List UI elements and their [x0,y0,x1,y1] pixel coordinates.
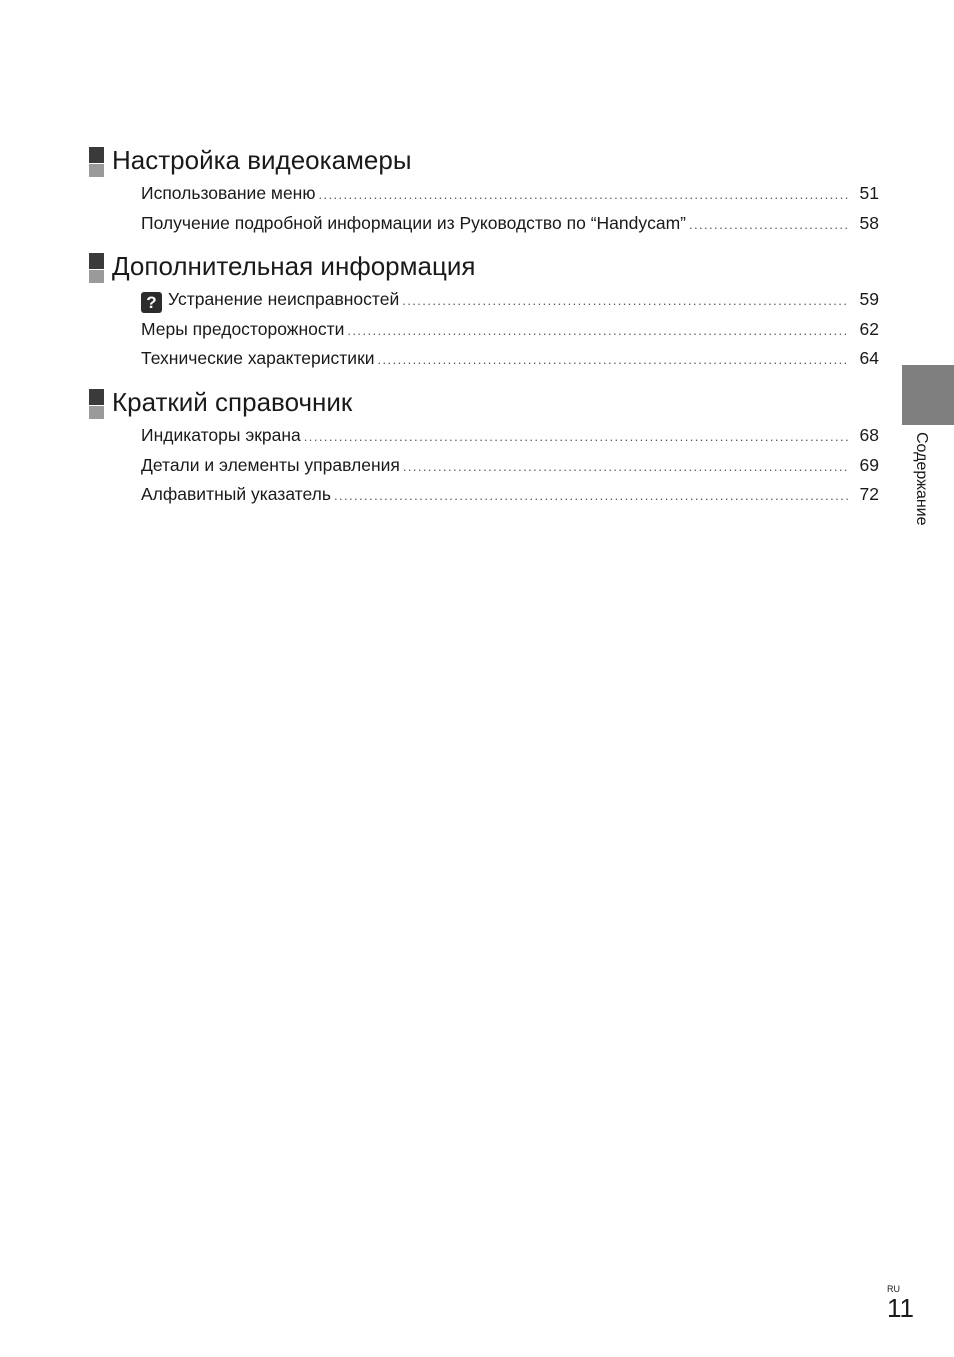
toc-entry[interactable] [141,209,879,239]
side-tab-marker [902,365,954,425]
toc-entry[interactable] [141,421,879,451]
toc-entry-page: 72 [859,484,879,504]
toc-entry-page: 58 [859,212,879,233]
dot-leader [402,286,849,316]
toc-entry[interactable] [141,285,879,315]
toc-entry-page: 51 [859,183,879,203]
toc-entry-label [141,285,399,315]
toc-entry-label: Алфавитный указатель [141,484,331,504]
toc-entries [89,179,879,238]
section-heading [89,252,879,284]
toc-entry-page: 64 [859,348,879,368]
toc-entry-label: Детали и элементы управления [141,454,400,475]
section-title: Дополнительная информация [112,251,476,281]
dot-leader [689,210,849,240]
dot-leader [403,452,849,482]
toc-entry[interactable] [141,315,879,345]
toc-entry-page: 59 [859,289,879,309]
toc-entry[interactable] [141,451,879,481]
page-footer [887,1284,914,1321]
section-marker-icon [89,253,104,283]
toc-entry[interactable] [141,480,879,510]
toc-entry-label: Меры предосторожности [141,318,345,339]
page-number: 11 [887,1293,914,1323]
help-question-icon: ? [141,292,162,313]
toc-entry-label: Получение подробной информации из Руководство по “Handycam” [141,212,686,233]
toc-entry-label: Использование меню [141,183,316,203]
dot-leader [318,180,849,210]
toc-entries [89,421,879,510]
toc-entry-page: 69 [859,454,879,475]
toc-section-camera-setup [89,146,879,238]
section-marker-icon [89,389,104,419]
section-heading [89,388,879,420]
toc-entry-label: Индикаторы экрана [141,425,301,445]
dot-leader [378,345,849,375]
dot-leader [304,422,849,452]
section-title: Настройка видеокамеры [112,145,412,175]
toc-entries [89,285,879,374]
toc-entry-text: Устранение неисправностей [168,289,400,309]
side-tab-label: Содержание [913,432,930,526]
toc-section-additional-info [89,252,879,374]
toc-section-quick-reference [89,388,879,510]
section-marker-icon [89,147,104,177]
language-code: RU [887,1284,900,1294]
toc-entry-page: 68 [859,425,879,445]
toc-entry[interactable] [141,179,879,209]
section-title: Краткий справочник [112,387,353,417]
section-heading [89,146,879,178]
dot-leader [347,316,849,346]
dot-leader [334,481,849,511]
toc-entry-label: Технические характеристики [141,348,375,368]
toc-entry[interactable] [141,344,879,374]
toc-entry-page: 62 [859,318,879,339]
